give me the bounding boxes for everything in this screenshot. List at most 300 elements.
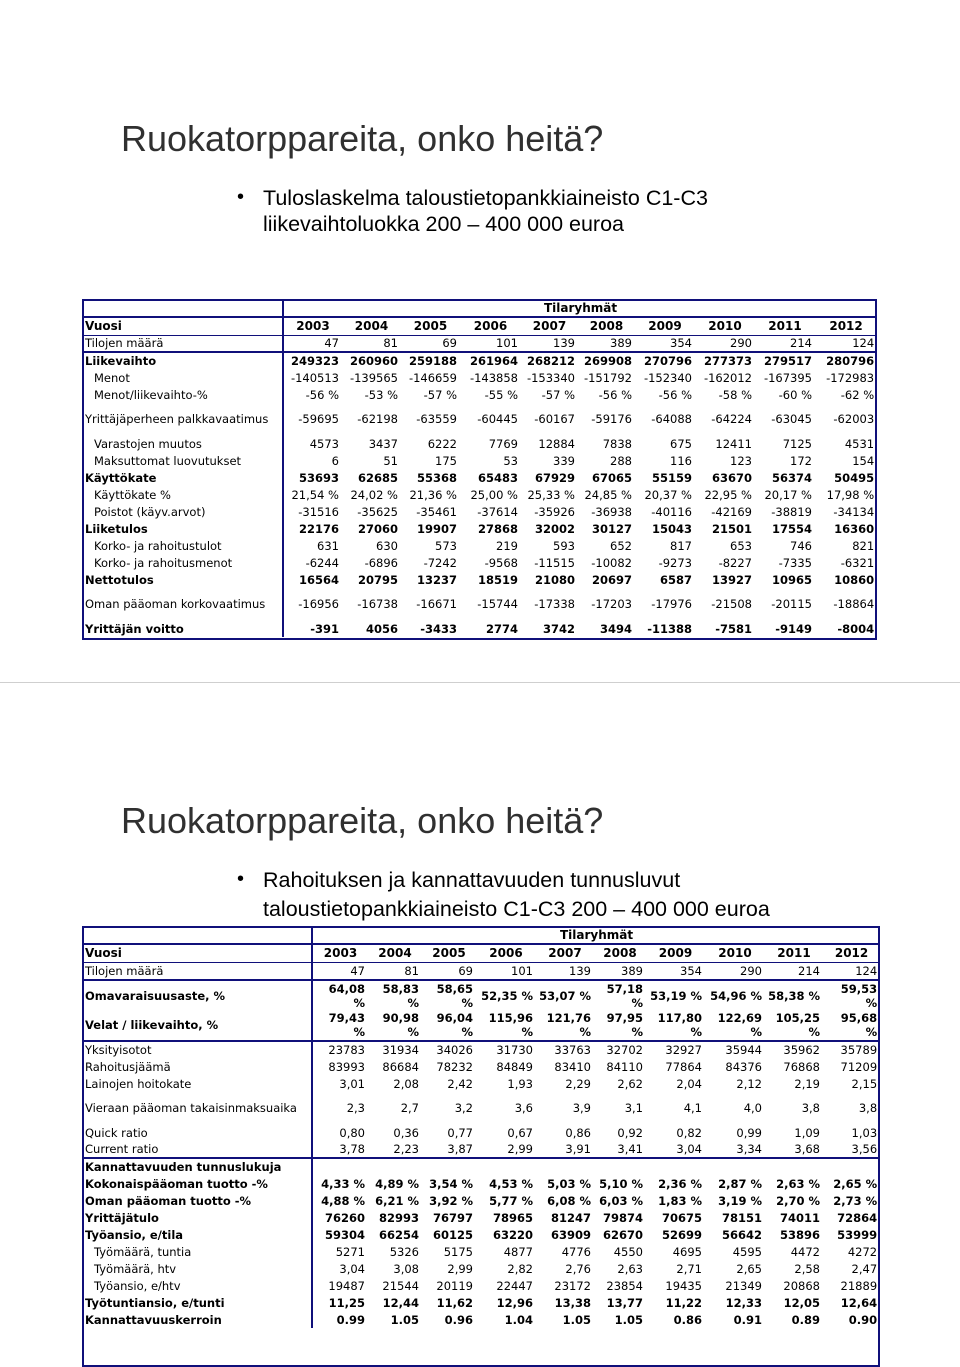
- table-row: [82, 1010, 880, 1041]
- value-cell: 17554: [771, 521, 812, 536]
- year-cell: 2012: [823, 944, 880, 962]
- value-cell: 76797: [432, 1210, 473, 1225]
- value-cell: 4776: [561, 1244, 591, 1259]
- value-cell: 69: [422, 962, 476, 980]
- table-row: [82, 1192, 880, 1209]
- value-cell: 630: [376, 538, 398, 553]
- value-cell: 2,73 %: [833, 1193, 878, 1208]
- row-label: Työmäärä, tuntia: [82, 1243, 312, 1260]
- value-cell: 83993: [328, 1059, 365, 1074]
- value-cell: 81247: [550, 1210, 591, 1225]
- value-cell: -60445: [477, 412, 518, 426]
- value-cell: 11,25: [328, 1295, 365, 1310]
- row-label: Työmäärä, htv: [82, 1260, 312, 1277]
- value-cell: 4,89 %: [375, 1176, 419, 1191]
- value-cell: 4,53 %: [489, 1176, 533, 1191]
- value-cell: 6,21 %: [375, 1193, 419, 1208]
- value-cell: 2,65 %: [833, 1176, 878, 1191]
- value-cell: [368, 1158, 422, 1175]
- value-cell: 653: [730, 538, 752, 553]
- value-cell: 2,36 %: [658, 1176, 702, 1191]
- value-cell: 3,68: [765, 1141, 823, 1158]
- value-cell: 22,95 %: [704, 487, 752, 502]
- row-label: Yrittäjän voitto: [82, 620, 283, 637]
- value-cell: 4695: [672, 1244, 702, 1259]
- value-cell: 2,65: [736, 1261, 762, 1276]
- value-cell: -153340: [526, 370, 575, 385]
- value-cell: -9273: [658, 555, 692, 570]
- value-cell: 269908: [583, 354, 632, 368]
- value-cell: 5,10 %: [599, 1176, 643, 1191]
- value-cell: -64088: [651, 412, 692, 426]
- value-cell: 290: [705, 962, 765, 980]
- value-cell: 124: [823, 962, 880, 980]
- value-cell: 19487: [328, 1278, 365, 1293]
- value-cell: 4,1: [683, 1101, 702, 1115]
- value-cell: 2774: [485, 621, 518, 636]
- value-cell: 268212: [526, 354, 575, 368]
- value-cell: -17203: [591, 597, 632, 611]
- row-label: Yrittäjäperheen palkkavaatimus: [82, 403, 283, 435]
- value-cell: 70675: [661, 1210, 702, 1225]
- row-label: Vieraan pääoman takaisinmaksuaika: [82, 1092, 312, 1124]
- value-cell: 67929: [534, 470, 575, 485]
- value-cell: 6222: [427, 436, 457, 451]
- row-label: Rahoitusjäämä: [82, 1058, 312, 1075]
- value-cell: 16360: [834, 521, 875, 536]
- value-cell: 0,77: [447, 1125, 473, 1140]
- value-cell: 5326: [389, 1244, 419, 1259]
- value-cell: -167395: [763, 370, 812, 385]
- value-cell: 13927: [711, 572, 752, 587]
- value-cell: 4472: [790, 1244, 820, 1259]
- value-cell: 47: [283, 335, 342, 352]
- year-cell: 2008: [594, 944, 646, 962]
- value-cell: -20115: [771, 597, 812, 611]
- value-cell: 25,33 %: [527, 487, 575, 502]
- year-cell: 2009: [635, 317, 695, 335]
- row-label: Oman pääoman korkovaatimus: [82, 588, 283, 620]
- value-cell: [765, 1158, 823, 1175]
- value-cell: 101: [460, 335, 521, 352]
- value-cell: 20119: [436, 1278, 473, 1293]
- row-label: Liiketulos: [82, 520, 283, 537]
- value-cell: 675: [670, 436, 692, 451]
- value-cell: 0.86: [673, 1312, 702, 1327]
- value-cell: -53 %: [364, 387, 398, 402]
- value-cell: 71209: [840, 1059, 878, 1074]
- value-cell: 279517: [763, 354, 812, 368]
- value-cell: 18519: [477, 572, 518, 587]
- value-cell: [312, 1158, 368, 1175]
- table-row: [82, 1158, 880, 1175]
- value-cell: 53: [503, 453, 518, 468]
- year-cell: 2008: [578, 317, 635, 335]
- value-cell: 5175: [443, 1244, 473, 1259]
- value-cell: 74011: [779, 1210, 820, 1225]
- value-cell: 21349: [725, 1278, 762, 1293]
- value-cell: 27868: [477, 521, 518, 536]
- value-cell: 3,78: [312, 1141, 368, 1158]
- row-label: Kannattavuuskerroin: [82, 1311, 312, 1328]
- table-row: [82, 1175, 880, 1192]
- value-cell: 79,43 %: [312, 1010, 368, 1041]
- value-cell: 5,03 %: [547, 1176, 591, 1191]
- value-cell: [823, 1158, 880, 1175]
- table-row: [82, 1075, 880, 1092]
- table-row: [82, 1226, 880, 1243]
- year-cell: 2007: [536, 944, 594, 962]
- value-cell: 10965: [771, 572, 812, 587]
- table-row: [82, 452, 877, 469]
- value-cell: 2,76: [565, 1261, 591, 1276]
- value-cell: 97,95 %: [594, 1010, 646, 1041]
- year-header-row: [82, 944, 880, 962]
- value-cell: 53,19 %: [650, 988, 702, 1003]
- value-cell: 35789: [840, 1043, 878, 1057]
- value-cell: 219: [496, 538, 518, 553]
- value-cell: 2,04: [676, 1076, 702, 1091]
- value-cell: 58,65 %: [436, 981, 473, 1010]
- value-cell: 115,96 %: [476, 1010, 536, 1041]
- value-cell: 3,2: [454, 1101, 473, 1115]
- value-cell: 77864: [665, 1059, 702, 1074]
- table-row: [82, 486, 877, 503]
- value-cell: 0.90: [848, 1312, 878, 1327]
- table-row: [82, 1141, 880, 1158]
- value-cell: 96,04 %: [422, 1010, 476, 1041]
- value-cell: -59695: [298, 412, 339, 426]
- value-cell: 63220: [492, 1227, 533, 1242]
- value-cell: -11515: [534, 555, 575, 570]
- value-cell: 288: [610, 453, 632, 468]
- value-cell: -16738: [357, 597, 398, 611]
- value-cell: [476, 1158, 536, 1175]
- value-cell: -151792: [583, 370, 632, 385]
- value-cell: 25,00 %: [470, 487, 518, 502]
- value-cell: 249323: [290, 354, 339, 368]
- value-cell: -56 %: [658, 387, 692, 402]
- value-cell: 58,83 %: [382, 981, 419, 1010]
- year-cell: 2010: [705, 944, 765, 962]
- table-row: [82, 1294, 880, 1311]
- table-row: [82, 1260, 880, 1277]
- year-cell: 2003: [312, 944, 368, 962]
- value-cell: 7125: [782, 436, 812, 451]
- table-row: [82, 469, 877, 486]
- value-cell: 354: [646, 962, 705, 980]
- year-cell: 2011: [765, 944, 823, 962]
- value-cell: 0,80: [339, 1125, 365, 1140]
- row-label: Current ratio: [82, 1141, 312, 1158]
- value-cell: 78232: [436, 1059, 473, 1074]
- row-label: Käyttökate: [82, 469, 283, 486]
- value-cell: 3,54 %: [429, 1176, 473, 1191]
- value-cell: -62198: [357, 412, 398, 426]
- table-row: [82, 537, 877, 554]
- value-cell: 1,03: [851, 1125, 878, 1140]
- value-cell: 2,87 %: [718, 1176, 762, 1191]
- value-cell: -391: [310, 621, 339, 636]
- year-header-row: [82, 317, 877, 335]
- value-cell: -31516: [298, 504, 339, 519]
- value-cell: 3,19 %: [718, 1193, 762, 1208]
- value-cell: 64,08 %: [328, 981, 365, 1010]
- year-cell: 2011: [755, 317, 815, 335]
- value-cell: -62003: [833, 412, 875, 426]
- value-cell: 3,01: [339, 1076, 365, 1091]
- value-cell: -11388: [647, 621, 692, 636]
- year-cell: 2005: [401, 317, 460, 335]
- value-cell: -56 %: [598, 387, 632, 402]
- table-row: [82, 520, 877, 537]
- table-row: [82, 386, 877, 403]
- value-cell: 51: [383, 453, 398, 468]
- value-cell: 55368: [416, 470, 457, 485]
- value-cell: 2,82: [507, 1261, 533, 1276]
- value-cell: 81: [368, 962, 422, 980]
- value-cell: 7769: [488, 436, 518, 451]
- table-row: [82, 369, 877, 386]
- value-cell: 58,38 %: [768, 988, 820, 1003]
- value-cell: 3,56: [823, 1141, 880, 1158]
- table-row: [82, 571, 877, 588]
- value-cell: -60 %: [778, 387, 812, 402]
- value-cell: 116: [670, 453, 692, 468]
- value-cell: -55 %: [484, 387, 518, 402]
- value-cell: -9149: [775, 621, 812, 636]
- row-label: Quick ratio: [82, 1124, 312, 1141]
- value-cell: 0.91: [733, 1312, 762, 1327]
- table-row: [82, 1277, 880, 1294]
- value-cell: [705, 1158, 765, 1175]
- value-cell: 21501: [711, 521, 752, 536]
- value-cell: 3,04: [646, 1141, 705, 1158]
- value-cell: 4,0: [743, 1101, 762, 1115]
- year-cell: 2004: [342, 317, 401, 335]
- bullet-marker: •: [237, 186, 245, 208]
- value-cell: 2,12: [736, 1076, 762, 1091]
- value-cell: 2,58: [794, 1261, 820, 1276]
- row-label: Käyttökate %: [82, 486, 283, 503]
- row-label: Tilojen määrä: [82, 962, 312, 980]
- group-header: Tilaryhmät: [560, 927, 634, 942]
- value-cell: -6244: [305, 555, 339, 570]
- value-cell: 261964: [469, 354, 518, 368]
- value-cell: 3,8: [801, 1101, 820, 1115]
- value-cell: 4573: [309, 436, 339, 451]
- value-cell: 0,86: [565, 1125, 591, 1140]
- value-cell: -17338: [534, 597, 575, 611]
- value-cell: -16671: [416, 597, 457, 611]
- value-cell: -17976: [651, 597, 692, 611]
- value-cell: 214: [755, 335, 815, 352]
- year-cell: 2012: [815, 317, 877, 335]
- value-cell: -36938: [591, 504, 632, 519]
- row-label: Poistot (käyv.arvot): [82, 503, 283, 520]
- value-cell: 3,41: [594, 1141, 646, 1158]
- value-cell: 154: [852, 453, 875, 468]
- value-cell: 4595: [732, 1244, 762, 1259]
- row-label: Menot/liikevaihto-%: [82, 386, 283, 403]
- corner-cell: [82, 926, 312, 944]
- slide-title: Ruokatorppareita, onko heitä?: [121, 118, 604, 159]
- value-cell: 105,25 %: [765, 1010, 823, 1041]
- value-cell: 3,9: [572, 1101, 591, 1115]
- value-cell: 23854: [606, 1278, 643, 1293]
- value-cell: 13,38: [554, 1295, 591, 1310]
- value-cell: 631: [317, 538, 339, 553]
- value-cell: 259188: [408, 354, 457, 368]
- value-cell: 27060: [357, 521, 398, 536]
- value-cell: 12,96: [496, 1295, 533, 1310]
- value-cell: 86684: [382, 1059, 419, 1074]
- value-cell: -172983: [826, 370, 875, 385]
- value-cell: 13237: [416, 572, 457, 587]
- value-cell: 95,68 %: [823, 1010, 880, 1041]
- value-cell: 4056: [365, 621, 398, 636]
- value-cell: 2,63 %: [776, 1176, 820, 1191]
- row-label: Varastojen muutos: [82, 435, 283, 452]
- value-cell: -15744: [477, 597, 518, 611]
- value-cell: 0,67: [507, 1125, 533, 1140]
- value-cell: 0,99: [736, 1125, 762, 1140]
- value-cell: 10860: [834, 572, 875, 587]
- value-cell: -6321: [840, 555, 875, 570]
- value-cell: 76260: [324, 1210, 365, 1225]
- value-cell: 83410: [554, 1059, 591, 1074]
- value-cell: 81: [342, 335, 401, 352]
- value-cell: 21544: [382, 1278, 419, 1293]
- table-row: [82, 554, 877, 571]
- value-cell: -62 %: [840, 387, 875, 402]
- value-cell: 7838: [602, 436, 632, 451]
- table-row: [82, 403, 877, 435]
- slide-2: [0, 682, 960, 1367]
- value-cell: 59,53 %: [840, 981, 878, 1010]
- row-label: Oman pääoman tuotto -%: [82, 1192, 312, 1209]
- value-cell: 3,08: [393, 1261, 419, 1276]
- value-cell: -143858: [469, 370, 518, 385]
- value-cell: 4550: [613, 1244, 643, 1259]
- value-cell: 2,15: [851, 1076, 878, 1091]
- value-cell: 35962: [783, 1043, 820, 1057]
- value-cell: 20868: [783, 1278, 820, 1293]
- value-cell: 2,7: [400, 1101, 419, 1115]
- value-cell: -18864: [833, 597, 875, 611]
- value-cell: 12,64: [840, 1295, 878, 1310]
- value-cell: 21080: [534, 572, 575, 587]
- value-cell: 3,1: [624, 1101, 643, 1115]
- bullet-line-1: Rahoituksen ja kannattavuuden tunnusluvut: [263, 868, 681, 892]
- row-label: Lainojen hoitokate: [82, 1075, 312, 1092]
- value-cell: 3,87: [422, 1141, 476, 1158]
- value-cell: 124: [815, 335, 877, 352]
- value-cell: 23783: [328, 1043, 365, 1057]
- value-cell: 19435: [665, 1278, 702, 1293]
- value-cell: 31730: [496, 1043, 533, 1057]
- value-cell: 90,98 %: [368, 1010, 422, 1041]
- row-label: Menot: [82, 369, 283, 386]
- value-cell: 270796: [643, 354, 692, 368]
- value-cell: -16956: [298, 597, 339, 611]
- value-cell: 33763: [554, 1043, 591, 1057]
- row-label: Maksuttomat luovutukset: [82, 452, 283, 469]
- value-cell: 6,03 %: [599, 1193, 643, 1208]
- value-cell: -59176: [591, 412, 632, 426]
- table-row: [82, 1092, 880, 1124]
- value-cell: 4,33 %: [321, 1176, 365, 1191]
- value-cell: 1.05: [562, 1312, 591, 1327]
- value-cell: 0,92: [617, 1125, 643, 1140]
- value-cell: -63559: [416, 412, 457, 426]
- value-cell: 0,82: [676, 1125, 702, 1140]
- value-cell: 4531: [844, 436, 875, 451]
- value-cell: [536, 1158, 594, 1175]
- table-row: [82, 335, 877, 352]
- value-cell: 20,17 %: [764, 487, 812, 502]
- value-cell: -42169: [711, 504, 752, 519]
- value-cell: 84376: [725, 1059, 762, 1074]
- value-cell: 2,99: [447, 1261, 473, 1276]
- year-cell: 2006: [460, 317, 521, 335]
- value-cell: 21,54 %: [291, 487, 339, 502]
- value-cell: -21508: [711, 597, 752, 611]
- value-cell: 23172: [554, 1278, 591, 1293]
- value-cell: 82993: [378, 1210, 419, 1225]
- value-cell: 34026: [436, 1043, 473, 1057]
- value-cell: -35625: [357, 504, 398, 519]
- value-cell: 746: [790, 538, 812, 553]
- value-cell: 2,42: [447, 1076, 473, 1091]
- value-cell: 2,63: [617, 1261, 643, 1276]
- bullet-line-2: liikevaihtoluokka 200 – 400 000 euroa: [263, 212, 624, 236]
- value-cell: 63909: [550, 1227, 591, 1242]
- value-cell: 84849: [496, 1059, 533, 1074]
- row-label: Liikevaihto: [82, 352, 283, 369]
- value-cell: 67065: [591, 470, 632, 485]
- value-cell: 2,62: [617, 1076, 643, 1091]
- value-cell: 19907: [416, 521, 457, 536]
- value-cell: -40116: [651, 504, 692, 519]
- table-row: [82, 435, 877, 452]
- value-cell: 389: [594, 962, 646, 980]
- table-row: [82, 1243, 880, 1260]
- value-cell: -58 %: [718, 387, 752, 402]
- value-cell: 0,36: [393, 1125, 419, 1140]
- value-cell: -63045: [771, 412, 812, 426]
- row-label: Nettotulos: [82, 571, 283, 588]
- table-row: [82, 1058, 880, 1075]
- value-cell: 817: [670, 538, 692, 553]
- value-cell: 354: [635, 335, 695, 352]
- value-cell: 139: [521, 335, 578, 352]
- row-label: Yksityisotot: [82, 1041, 312, 1058]
- value-cell: 2,19: [794, 1076, 820, 1091]
- value-cell: 20,37 %: [644, 487, 692, 502]
- value-cell: 0.99: [336, 1312, 365, 1327]
- value-cell: -139565: [349, 370, 398, 385]
- value-cell: -6896: [364, 555, 398, 570]
- value-cell: 123: [730, 453, 752, 468]
- value-cell: 53999: [837, 1227, 878, 1242]
- value-cell: 12,33: [725, 1295, 762, 1310]
- value-cell: -57 %: [423, 387, 457, 402]
- row-label: Omavaraisuusaste, %: [82, 980, 312, 1010]
- slide-divider: [0, 682, 960, 683]
- value-cell: -38819: [771, 504, 812, 519]
- value-cell: 52699: [661, 1227, 702, 1242]
